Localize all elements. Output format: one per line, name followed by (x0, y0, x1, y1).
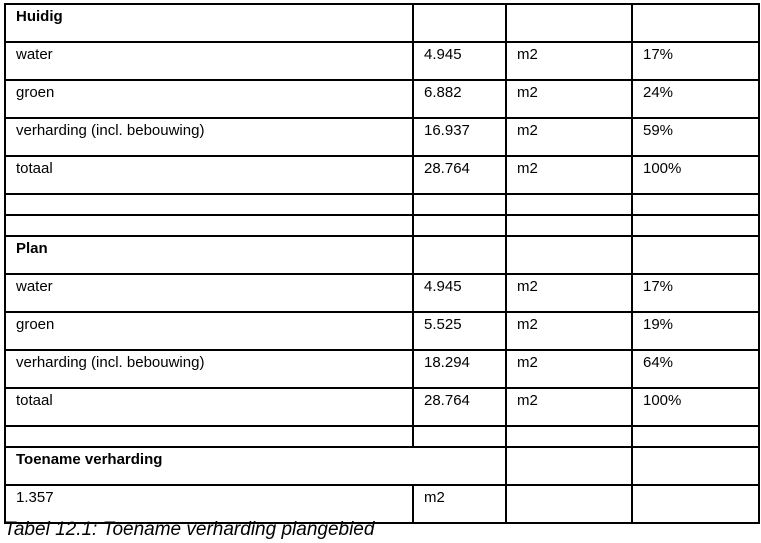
table-row (5, 118, 759, 156)
row-value: 6.882 (413, 80, 506, 118)
row-unit: m2 (506, 42, 632, 80)
row-percent: 19% (632, 312, 759, 350)
row-unit: m2 (506, 80, 632, 118)
increase-value: 1.357 (5, 485, 413, 523)
table-caption: Tabel 12.1: Toename verharding plangebied (4, 519, 375, 540)
row-percent: 17% (632, 42, 759, 80)
row-unit: m2 (506, 312, 632, 350)
table-row (5, 312, 759, 350)
row-label: groen (5, 312, 413, 350)
increase-heading: Toename verharding (5, 447, 506, 485)
table-row (5, 80, 759, 118)
spacer-row (5, 215, 759, 236)
row-label: verharding (incl. bebouwing) (5, 350, 413, 388)
row-percent: 100% (632, 388, 759, 426)
row-value: 16.937 (413, 118, 506, 156)
row-value: 28.764 (413, 388, 506, 426)
plan-heading: Plan (5, 236, 413, 274)
table-row (5, 42, 759, 80)
increase-heading-row (5, 447, 759, 485)
row-unit: m2 (506, 156, 632, 194)
increase-unit: m2 (413, 485, 506, 523)
current-heading: Huidig (5, 4, 413, 42)
row-unit: m2 (506, 350, 632, 388)
row-percent: 100% (632, 156, 759, 194)
row-percent: 24% (632, 80, 759, 118)
row-percent: 17% (632, 274, 759, 312)
row-unit: m2 (506, 118, 632, 156)
row-label: water (5, 274, 413, 312)
row-value: 5.525 (413, 312, 506, 350)
paving-table (4, 3, 760, 524)
current-heading-row (5, 4, 759, 42)
row-label: water (5, 42, 413, 80)
row-value: 28.764 (413, 156, 506, 194)
table-row (5, 388, 759, 426)
row-label: groen (5, 80, 413, 118)
row-percent: 64% (632, 350, 759, 388)
row-value: 4.945 (413, 274, 506, 312)
row-value: 18.294 (413, 350, 506, 388)
plan-heading-row (5, 236, 759, 274)
row-label: totaal (5, 388, 413, 426)
spacer-row (5, 194, 759, 215)
row-label: verharding (incl. bebouwing) (5, 118, 413, 156)
table-row (5, 156, 759, 194)
row-unit: m2 (506, 274, 632, 312)
row-unit: m2 (506, 388, 632, 426)
table-row (5, 350, 759, 388)
increase-row (5, 485, 759, 523)
row-label: totaal (5, 156, 413, 194)
spacer-row (5, 426, 759, 447)
table-row (5, 274, 759, 312)
row-percent: 59% (632, 118, 759, 156)
row-value: 4.945 (413, 42, 506, 80)
